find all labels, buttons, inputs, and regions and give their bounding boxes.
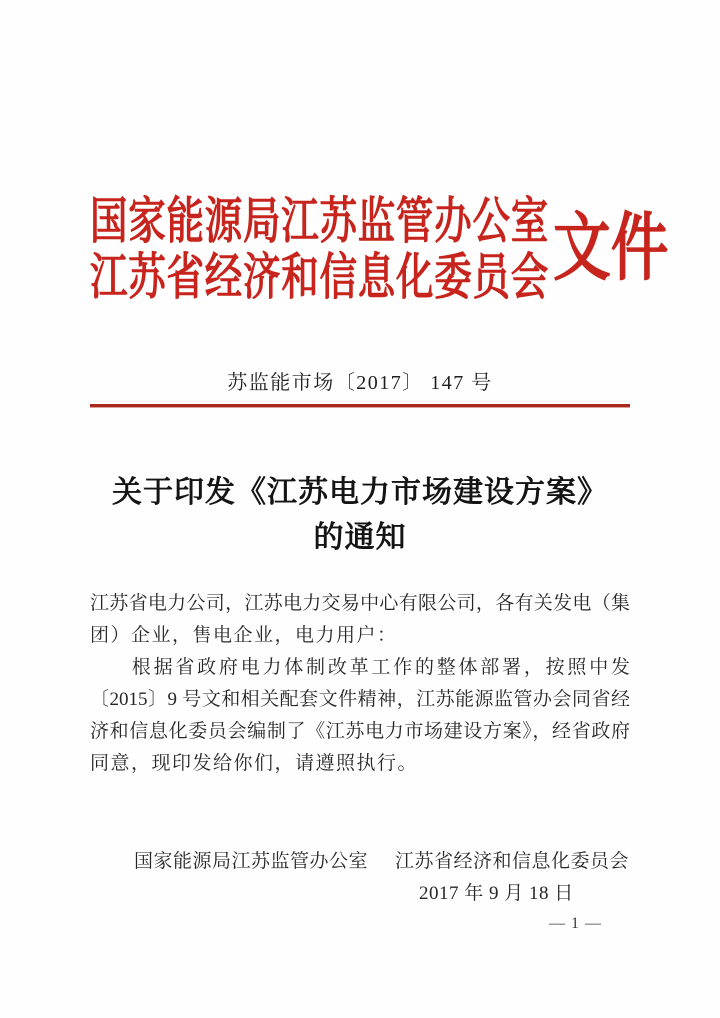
title-line-2: 的通知 <box>313 521 407 554</box>
body-line: 〔2015〕9 号文和相关配套文件精神，江苏能源监管办会同省经 <box>90 689 630 710</box>
signature-block <box>134 846 629 873</box>
signature-date: 2017 年 9 月 18 日 <box>419 883 574 904</box>
body-line: 根据省政府电力体制改革工作的整体部署，按照中发 <box>131 657 630 678</box>
doc-number: 苏监能市场〔2017〕 147 号 <box>227 372 493 394</box>
body-line: 江苏省电力公司，江苏电力交易中心有限公司，各有关发电（集 <box>90 593 630 614</box>
body-line: 团）企业，售电企业，电力用户： <box>90 625 398 646</box>
document-body <box>90 588 630 780</box>
body-line: 同意，现印发给你们，请遵照执行。 <box>90 753 419 774</box>
document-title <box>0 470 720 560</box>
letterhead-org-line-2: 江苏省经济和信息化委员会 <box>90 249 549 305</box>
signature-org-1: 国家能源局江苏监管办公室 <box>134 851 369 872</box>
page-number: — 1 — <box>549 915 602 932</box>
letterhead-doc-type: 文件 <box>553 208 669 290</box>
red-separator-rule <box>90 404 630 408</box>
title-line-1: 关于印发《江苏电力市场建设方案》 <box>112 476 608 509</box>
signature-org-2: 江苏省经济和信息化委员会 <box>395 851 630 872</box>
body-line: 济和信息化委员会编制了《江苏电力市场建设方案》，经省政府 <box>90 721 630 742</box>
letterhead-org-line-1: 国家能源局江苏监管办公室 <box>90 193 549 249</box>
letterhead <box>90 193 549 305</box>
